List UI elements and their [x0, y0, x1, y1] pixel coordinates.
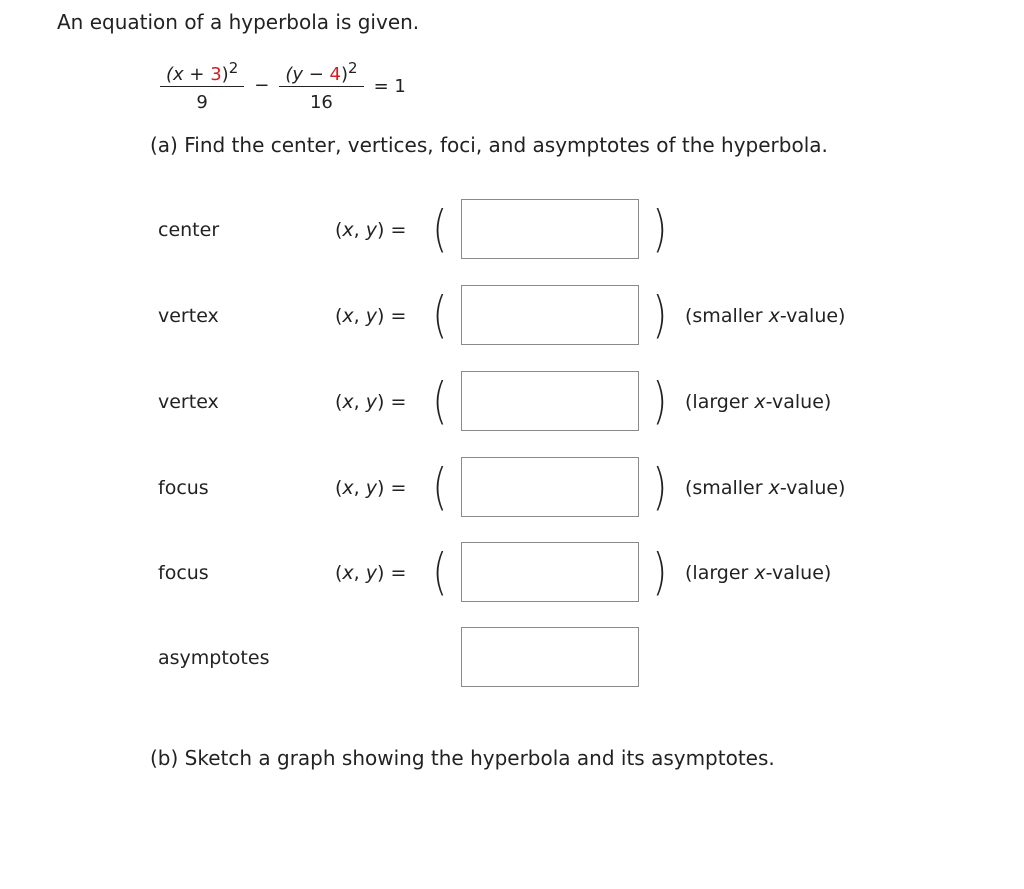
- asymptotes-row: [0, 627, 1024, 689]
- x-term-close: ): [221, 64, 229, 85]
- vertex-smaller-note: (smaller x-value): [685, 305, 846, 327]
- denominator-x-term: 9: [196, 92, 208, 113]
- x-term-exponent: 2: [228, 59, 239, 77]
- focus-larger-row: [0, 542, 1024, 604]
- numerator-x-term: [160, 59, 244, 87]
- denominator-y-term: 16: [309, 92, 333, 113]
- vertex-larger-row: [0, 371, 1024, 433]
- vertex-smaller-coord-prefix: (x, y) =: [335, 305, 407, 327]
- close-paren-icon: ): [652, 458, 668, 516]
- close-paren-icon: ): [652, 286, 668, 344]
- open-paren-icon: (: [432, 286, 448, 344]
- asymptotes-label: asymptotes: [158, 647, 270, 669]
- vertex-smaller-input[interactable]: [461, 285, 639, 345]
- focus-larger-label: focus: [158, 562, 209, 584]
- vertex-smaller-row: [0, 285, 1024, 347]
- minus-sign: −: [254, 74, 270, 96]
- center-label: center: [158, 219, 220, 241]
- asymptotes-input[interactable]: [461, 627, 639, 687]
- focus-larger-coord-prefix: (x, y) =: [335, 562, 407, 584]
- open-paren-icon: (: [432, 543, 448, 601]
- fraction-y-term: [279, 59, 363, 113]
- y-term-exponent: 2: [348, 59, 358, 77]
- center-coord-prefix: (x, y) =: [335, 219, 407, 241]
- vertex-larger-label: vertex: [158, 391, 219, 413]
- open-paren-icon: (: [432, 458, 448, 516]
- focus-smaller-label: focus: [158, 477, 209, 499]
- center-row: [0, 199, 1024, 261]
- focus-smaller-note: (smaller x-value): [685, 477, 846, 499]
- vertex-larger-note: (larger x-value): [685, 391, 832, 413]
- vertex-smaller-label: vertex: [158, 305, 219, 327]
- vertex-larger-coord-prefix: (x, y) =: [335, 391, 407, 413]
- problem-intro: An equation of a hyperbola is given.: [57, 10, 420, 34]
- open-paren-icon: (: [432, 200, 448, 258]
- close-paren-icon: ): [652, 372, 668, 430]
- focus-smaller-row: [0, 457, 1024, 519]
- close-paren-icon: ): [652, 543, 668, 601]
- focus-smaller-input[interactable]: [461, 457, 639, 517]
- vertex-larger-input[interactable]: [461, 371, 639, 431]
- center-input[interactable]: [461, 199, 639, 259]
- part-a-prompt: (a) Find the center, vertices, foci, and asymptotes of the hyperbola.: [150, 133, 828, 157]
- part-b-prompt: (b) Sketch a graph showing the hyperbola and its asymptotes.: [150, 746, 775, 770]
- equals-one: = 1: [373, 75, 406, 97]
- numerator-y-term: [279, 59, 363, 87]
- focus-smaller-coord-prefix: (x, y) =: [335, 477, 407, 499]
- hyperbola-equation: [160, 58, 412, 114]
- x-term-constant: 3: [210, 64, 222, 85]
- x-term-open: (x +: [166, 64, 211, 85]
- focus-larger-note: (larger x-value): [685, 562, 832, 584]
- open-paren-icon: (: [432, 372, 448, 430]
- fraction-x-term: [160, 59, 244, 113]
- y-term-constant: 4: [329, 64, 341, 85]
- y-term-open: (y −: [285, 64, 330, 85]
- close-paren-icon: ): [652, 200, 668, 258]
- focus-larger-input[interactable]: [461, 542, 639, 602]
- y-term-close: ): [340, 64, 349, 85]
